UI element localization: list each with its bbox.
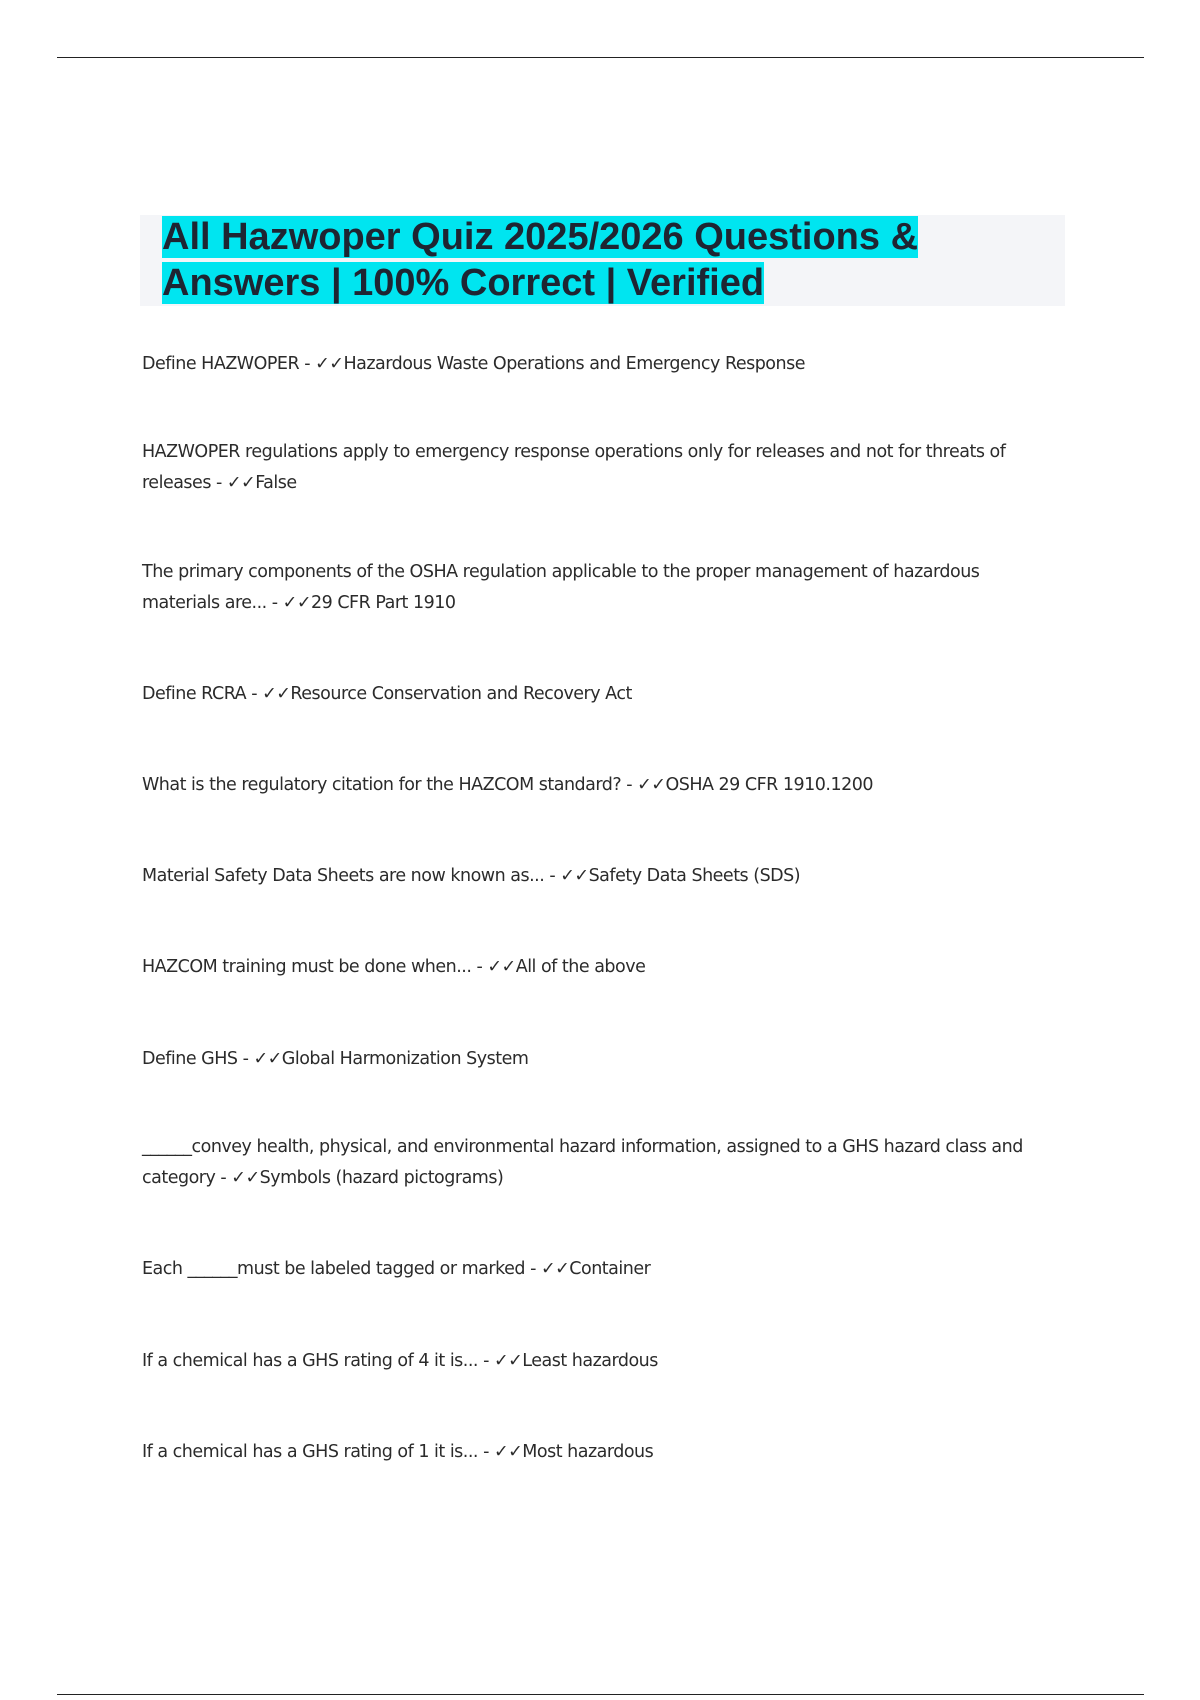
check-icon: ✓✓: [226, 473, 256, 493]
qa-item-4: Define RCRA - ✓✓Resource Conservation and Recovery Act: [142, 684, 632, 704]
qa-item-3: The primary components of the OSHA regulation applicable to the proper management of hazardous materials are... - ✓✓29 CFR Part 1910: [142, 562, 980, 613]
check-icon: ✓✓: [262, 684, 291, 704]
qa-item-1: Define HAZWOPER - ✓✓Hazardous Waste Operations and Emergency Response: [142, 354, 805, 374]
document-title: All Hazwoper Quiz 2025/2026 Questions & Answers | 100% Correct | Verified: [162, 216, 919, 304]
check-icon: ✓✓: [231, 1168, 260, 1188]
qa-item-10: Each ______must be labeled tagged or marked - ✓✓Container: [142, 1259, 651, 1279]
qa-item-9: ______convey health, physical, and environmental hazard information, assigned to a GHS hazard class and category - ✓✓Symbols (hazard pictograms): [142, 1137, 1023, 1188]
check-icon: ✓✓: [315, 354, 344, 374]
check-icon: ✓✓: [487, 957, 516, 977]
check-icon: ✓✓: [540, 1259, 570, 1279]
bottom-rule: [57, 1694, 1144, 1695]
qa-item-12: If a chemical has a GHS rating of 1 it is... - ✓✓Most hazardous: [142, 1442, 654, 1462]
check-icon: ✓✓: [282, 593, 311, 613]
qa-item-5: What is the regulatory citation for the HAZCOM standard? - ✓✓OSHA 29 CFR 1910.1200: [142, 775, 874, 795]
qa-item-6: Material Safety Data Sheets are now known as... - ✓✓Safety Data Sheets (SDS): [142, 866, 801, 886]
qa-item-8: Define GHS - ✓✓Global Harmonization System: [142, 1049, 529, 1069]
check-icon: ✓✓: [493, 1351, 523, 1371]
check-icon: ✓✓: [493, 1442, 523, 1462]
check-icon: ✓✓: [253, 1049, 282, 1069]
top-rule: [57, 57, 1144, 58]
qa-item-11: If a chemical has a GHS rating of 4 it is... - ✓✓Least hazardous: [142, 1351, 658, 1371]
check-icon: ✓✓: [637, 775, 666, 795]
check-icon: ✓✓: [560, 866, 589, 886]
qa-item-2: HAZWOPER regulations apply to emergency response operations only for releases and not for threats of releases - ✓✓False: [142, 442, 1006, 493]
qa-item-7: HAZCOM training must be done when... - ✓✓All of the above: [142, 957, 646, 977]
